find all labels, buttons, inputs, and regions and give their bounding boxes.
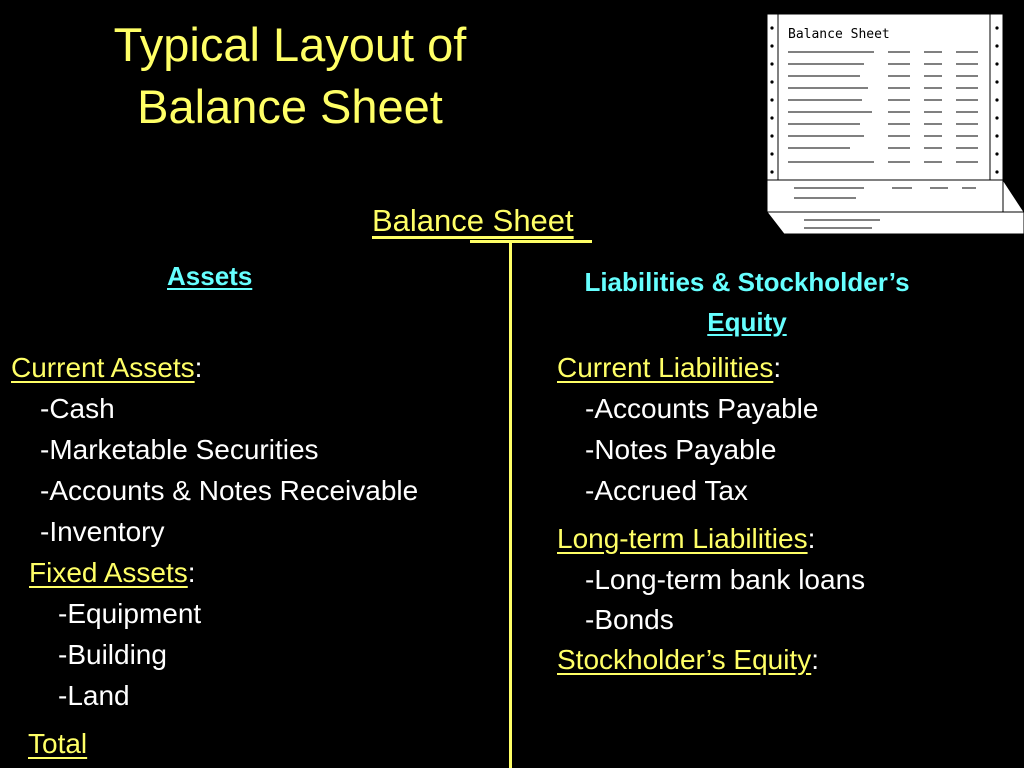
- stockholders-equity-label: Stockholder’s Equity: [557, 644, 812, 675]
- liability-item-accounts-payable: -Accounts Payable: [585, 393, 819, 424]
- liabilities-heading-line1: Liabilities & Stockholder’s: [584, 267, 910, 297]
- current-liabilities-colon: :: [773, 352, 782, 383]
- current-assets-row: [11, 351, 202, 385]
- assets-total-label: Total: [28, 728, 88, 759]
- long-term-liabilities-label: Long-term Liabilities: [557, 523, 808, 554]
- assets-heading: Assets: [167, 261, 253, 291]
- liabilities-heading-line2: Equity: [707, 307, 787, 337]
- fixed-assets-colon: :: [187, 557, 196, 588]
- stockholders-equity-colon: :: [811, 644, 819, 675]
- current-liabilities-row: [557, 351, 781, 385]
- long-term-liabilities-row: [557, 522, 815, 556]
- asset-item-marketable-securities: -Marketable Securities: [40, 434, 319, 465]
- long-term-liabilities-colon: :: [807, 523, 816, 554]
- current-assets-label: Current Assets: [11, 352, 195, 383]
- asset-item-inventory: -Inventory: [40, 516, 165, 547]
- illustration-label: Balance Sheet: [788, 27, 890, 42]
- liability-item-bank-loans: -Long-term bank loans: [585, 564, 866, 595]
- liability-item-accrued-tax: -Accrued Tax: [585, 475, 748, 506]
- fixed-assets-row: [29, 556, 196, 590]
- fixed-assets-label: Fixed Assets: [29, 557, 188, 588]
- slide-title-line2: Balance Sheet: [137, 80, 443, 133]
- asset-item-equipment: -Equipment: [58, 598, 202, 629]
- liabilities-heading: [512, 262, 982, 342]
- balance-sheet-heading: Balance Sheet: [372, 203, 574, 238]
- t-account-horizontal-divider: [470, 240, 592, 243]
- balance-sheet-illustration: [764, 12, 1024, 242]
- stockholders-equity-row: [557, 643, 819, 677]
- current-liabilities-label: Current Liabilities: [557, 352, 774, 383]
- liability-item-notes-payable: -Notes Payable: [585, 434, 777, 465]
- asset-item-cash: -Cash: [40, 393, 115, 424]
- asset-item-land: -Land: [58, 680, 130, 711]
- asset-item-building: -Building: [58, 639, 167, 670]
- liability-item-bonds: -Bonds: [585, 604, 674, 635]
- current-assets-colon: :: [194, 352, 203, 383]
- slide-title: [40, 14, 540, 138]
- assets-total: [28, 727, 87, 761]
- asset-item-receivables: -Accounts & Notes Receivable: [40, 475, 419, 506]
- slide-title-line1: Typical Layout of: [113, 18, 467, 71]
